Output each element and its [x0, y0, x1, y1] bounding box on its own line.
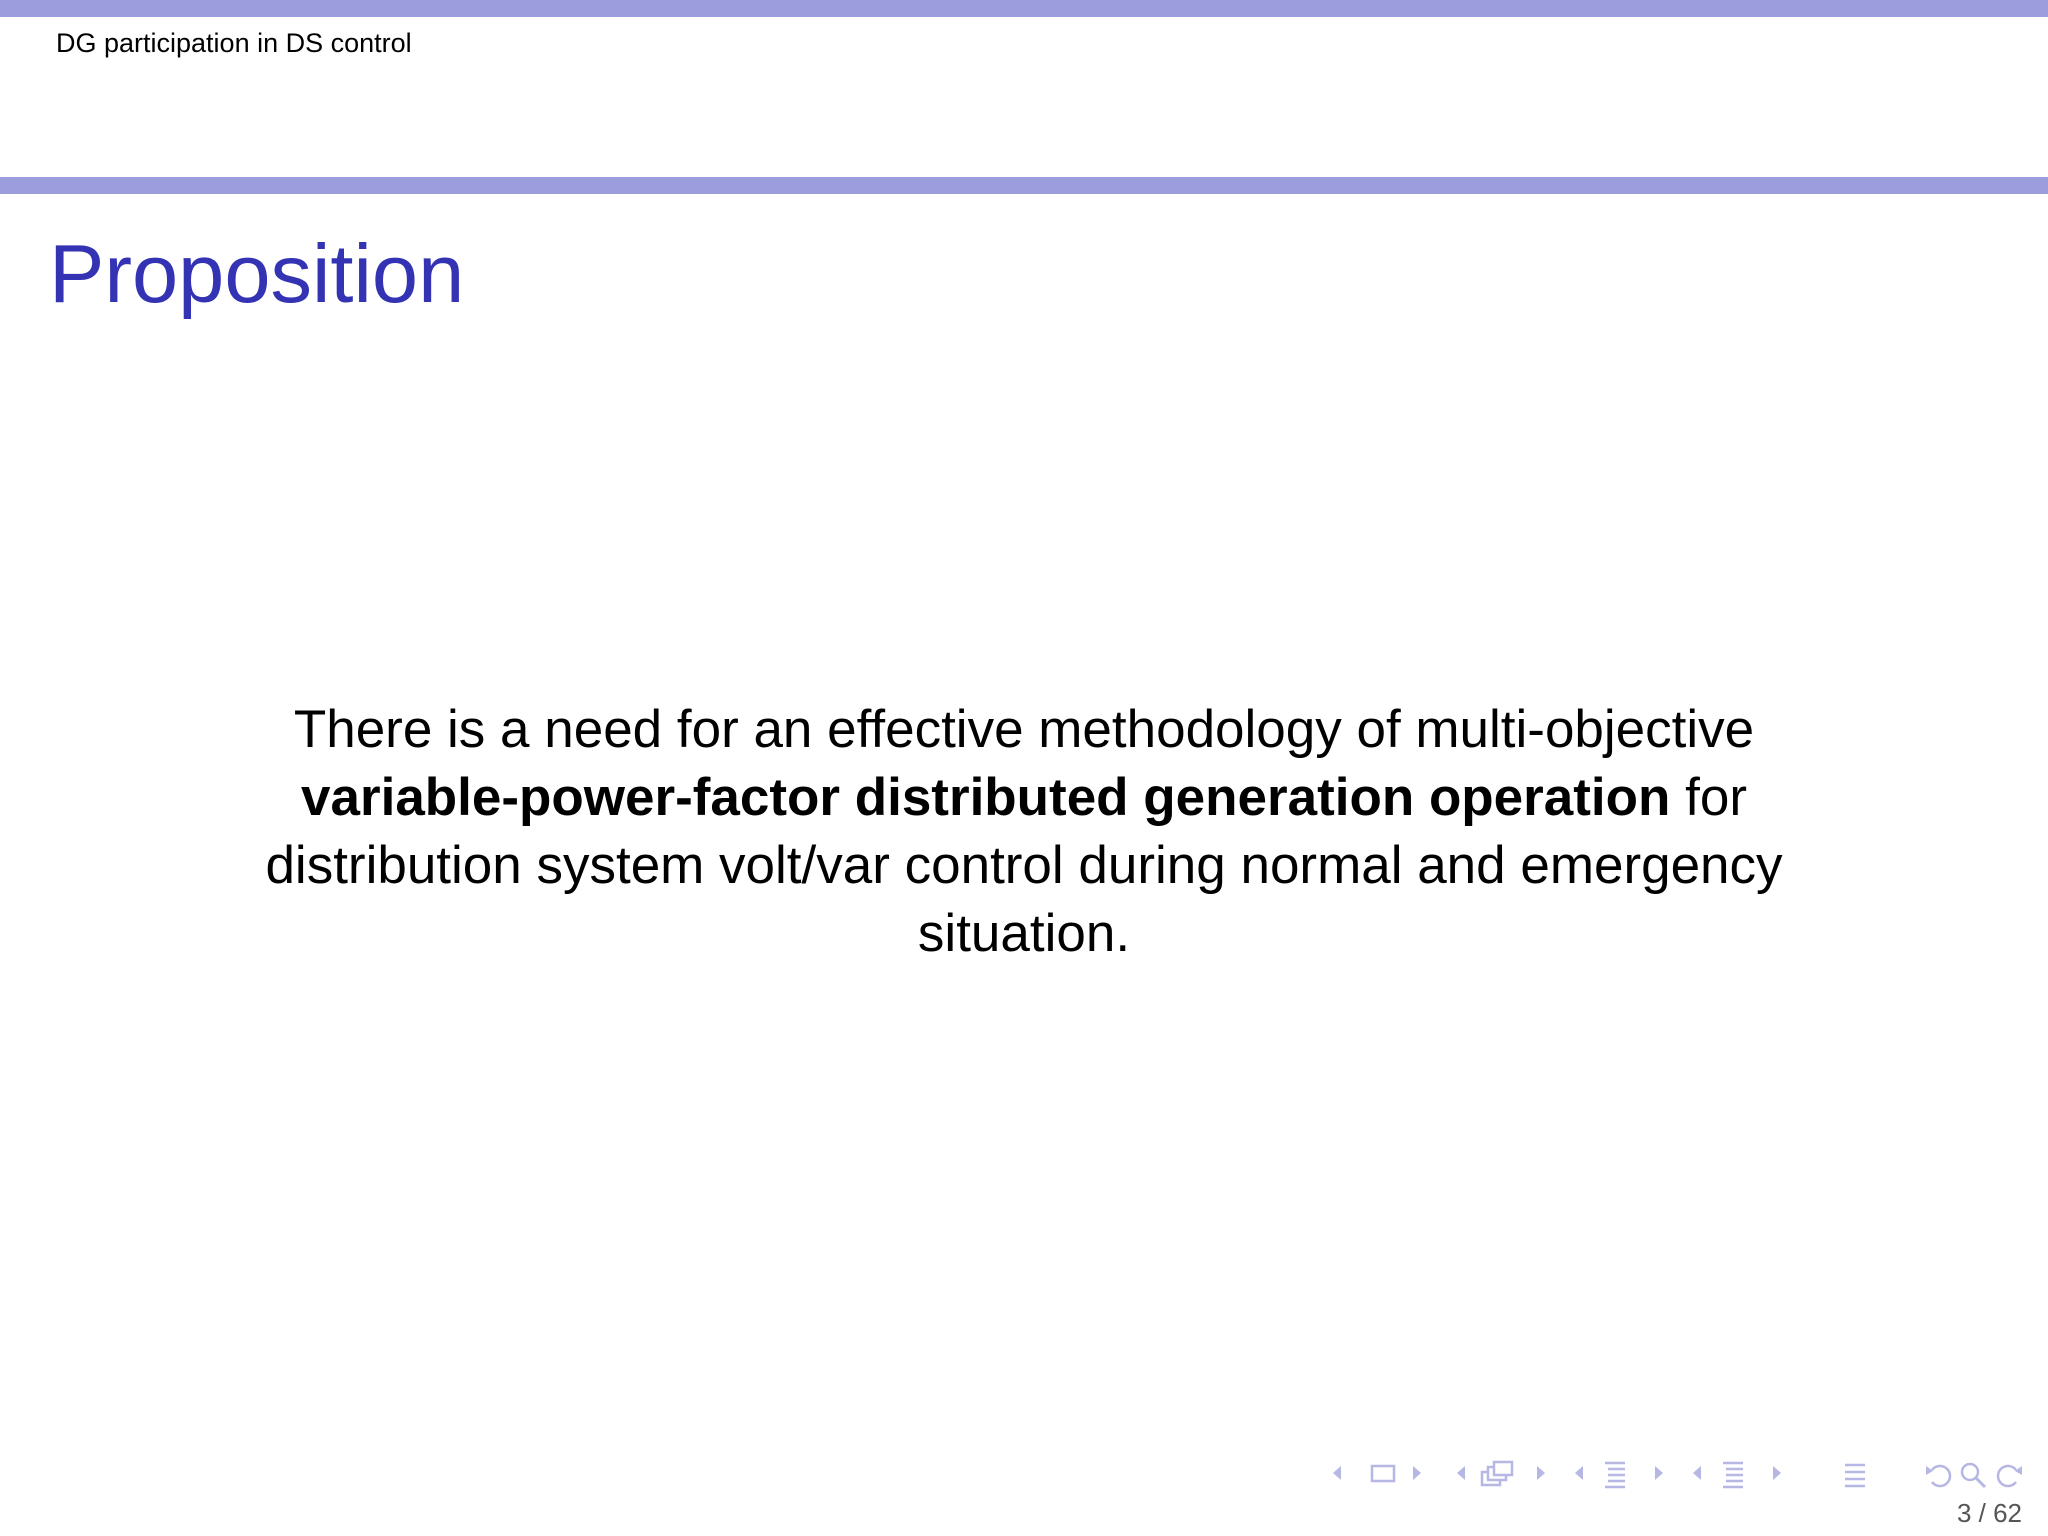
- next-section-icon[interactable]: [1652, 1460, 1666, 1486]
- navigation-bar: [1330, 1456, 2040, 1490]
- next-section-list-icon[interactable]: [1770, 1460, 1784, 1486]
- proposition-text: [150, 696, 1898, 968]
- back-icon[interactable]: [1924, 1460, 1954, 1490]
- next-subsection-icon[interactable]: [1534, 1460, 1548, 1486]
- section-title: DG participation in DS control: [56, 28, 412, 58]
- prev-subsection-icon[interactable]: [1454, 1460, 1468, 1486]
- top-header-bar: [0, 0, 2048, 17]
- prev-section-icon[interactable]: [1572, 1460, 1586, 1486]
- proposition-line-2-tail: for: [1670, 768, 1747, 827]
- frame-title: Proposition: [49, 227, 465, 320]
- frame-icon[interactable]: [1370, 1460, 1396, 1486]
- page-number: 3 / 62: [1956, 1498, 2022, 1528]
- prev-section-list-icon[interactable]: [1690, 1460, 1704, 1486]
- title-separator-bar: [0, 177, 2048, 194]
- subsection-icon[interactable]: [1480, 1460, 1514, 1490]
- document-icon[interactable]: [1842, 1460, 1868, 1490]
- section-list-icon[interactable]: [1720, 1460, 1746, 1490]
- prev-frame-icon[interactable]: [1330, 1460, 1344, 1486]
- section-icon[interactable]: [1602, 1460, 1628, 1490]
- proposition-line-3: distribution system volt/var control during normal and emergency: [265, 836, 1783, 895]
- proposition-line-4: situation.: [917, 904, 1131, 963]
- next-frame-icon[interactable]: [1410, 1460, 1424, 1486]
- proposition-line-1: There is a need for an effective methodology of multi-objective: [293, 700, 1755, 759]
- search-icon[interactable]: [1958, 1460, 1988, 1490]
- proposition-bold-phrase: variable-power-factor distributed generation operation: [301, 768, 1671, 827]
- forward-icon[interactable]: [1994, 1460, 2024, 1490]
